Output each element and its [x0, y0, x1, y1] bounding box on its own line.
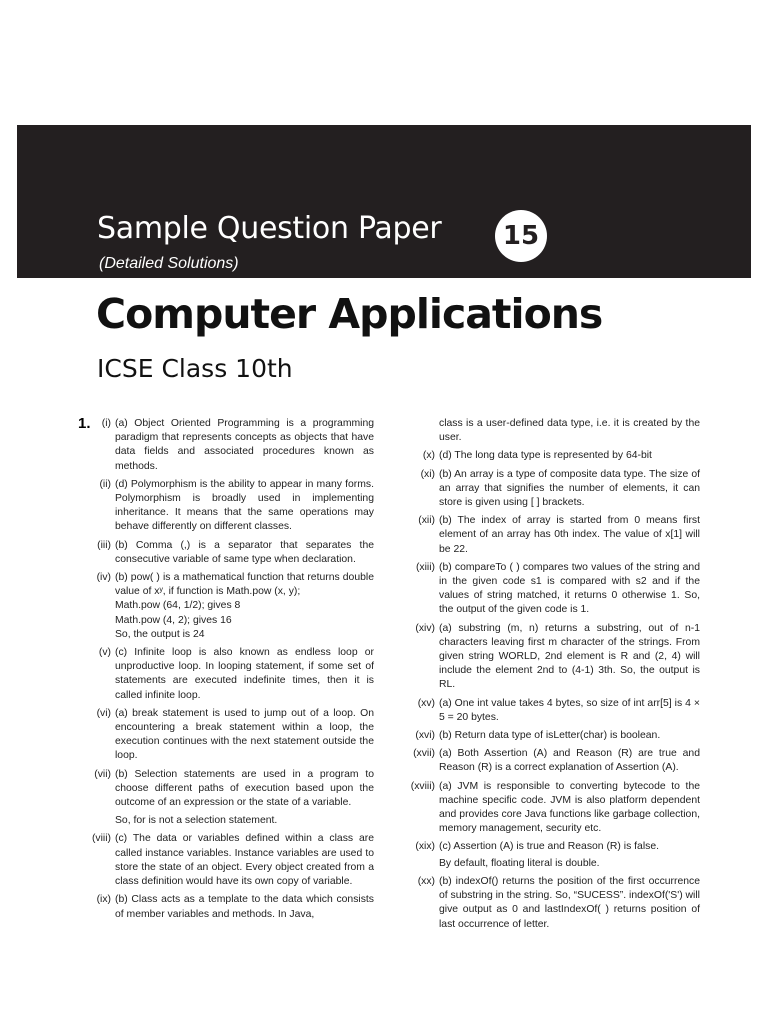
answer-item: (iii) (b) Comma (,) is a separator that separates the consecutive variable of same type when declaration.: [97, 539, 374, 565]
paper-number-badge: 15: [495, 210, 547, 262]
answer-item: (xiii) (b) compareTo ( ) compares two values of the string and in the given code s1 is compared with s2 and if the values of string matched, it returns 0 otherwise 1. So, the output of the given code is 1.: [415, 561, 700, 616]
header-banner: [17, 125, 751, 278]
answer-item: (xv) (a) One int value takes 4 bytes, so size of int arr[5] is 4 × 5 = 20 bytes.: [417, 697, 700, 723]
pow-line: Math.pow (4, 2); gives 16: [115, 614, 232, 626]
answer-item: (i) (a) Object Oriented Programming is a programming paradigm that represents concepts as objects that have data fields and associated procedures known as methods.: [101, 418, 374, 472]
right-column: [404, 417, 700, 936]
pow-line: Math.pow (64, 1/2); gives 8: [115, 600, 241, 612]
left-column: [78, 417, 374, 926]
selection-note: So, for is not a selection statement.: [115, 815, 278, 827]
pow-line: So, the output is 24: [115, 628, 205, 640]
answer-item: (ii) (d) Polymorphism is the ability to appear in many forms. Polymorphism is broadly used in implementing inheritance. It means that the same operations may behave differently on different classes.: [99, 478, 374, 533]
answer-item: (xix) (c) Assertion (A) is true and Reason (R) is false.: [415, 841, 660, 853]
answer-item: (xiv) (a) substring (m, n) returns a substring, out of n-1 characters leaving first m character of the strings. From given string WORLD, 2nd element is R and (2, 4) will include the element 2nd to (4-1) 3th. So, the output is RL.: [415, 622, 700, 691]
answer-item: (iv) (b) pow( ) is a mathematical function that returns double value of xʸ, if function is Math.pow (x, y);: [96, 572, 374, 598]
answer-item: (xviii) (a) JVM is responsible to converting bytecode to the machine specific code. JVM is also platform dependent and provides core Java functions like garbage collection, memory management, security etc.: [410, 780, 700, 835]
subject-title: Computer Applications: [96, 290, 603, 338]
answer-item: (vii) (b) Selection statements are used in a program to choose different paths of execution based upon the outcome of an expression or the state of a variable.: [94, 768, 374, 809]
continuation-text: class is a user-defined data type, i.e. it is created by the user.: [439, 418, 700, 444]
question-number: 1.: [78, 415, 91, 432]
answer-item: (xvii) (a) Both Assertion (A) and Reason (R) are true and Reason (R) is a correct explanation of Assertion (A).: [413, 748, 700, 774]
answer-item: (xii) (b) The index of array is started from 0 means first element of an array has 0th index. The value of x[1] will be 22.: [418, 515, 700, 555]
paper-subtitle: (Detailed Solutions): [99, 255, 239, 272]
answer-item: (xi) (b) An array is a type of composite data type. The size of an array that signifies the number of elements, it can store is given using [ ] brackets.: [420, 468, 700, 509]
answer-item: (x) (d) The long data type is represented by 64-bit: [422, 450, 652, 462]
answer-item: (xvi) (b) Return data type of isLetter(char) is boolean.: [415, 730, 661, 742]
answer-item: (v) (c) Infinite loop is also known as endless loop or unproductive loop. In looping statement, if some set of statements are executed indefinite times, then it is called infinite loop.: [98, 647, 374, 701]
answer-item: (ix) (b) Class acts as a template to the data which consists of member variables and methods. In Java,: [96, 894, 374, 920]
answer-item: (viii) (c) The data or variables defined within a class are called instance variables. Instance variables are used to store the state of an object. Every object created from a class definition would have its own copy of variable.: [91, 833, 374, 888]
class-title: ICSE Class 10th: [97, 354, 293, 383]
default-note: By default, floating literal is double.: [439, 857, 600, 869]
answer-item: (vi) (a) break statement is used to jump out of a loop. On encountering a break statement within a loop, the execution continues with the next statement outside the loop.: [96, 707, 374, 762]
answer-item: (xx) (b) indexOf() returns the position of the first occurrence of substring in the string. So, “SUCESS”. indexOf('S') will give output as 0 and lastIndexOf( ) returns position of last occurrence of letter.: [417, 875, 700, 930]
paper-title: Sample Question Paper: [97, 211, 442, 246]
